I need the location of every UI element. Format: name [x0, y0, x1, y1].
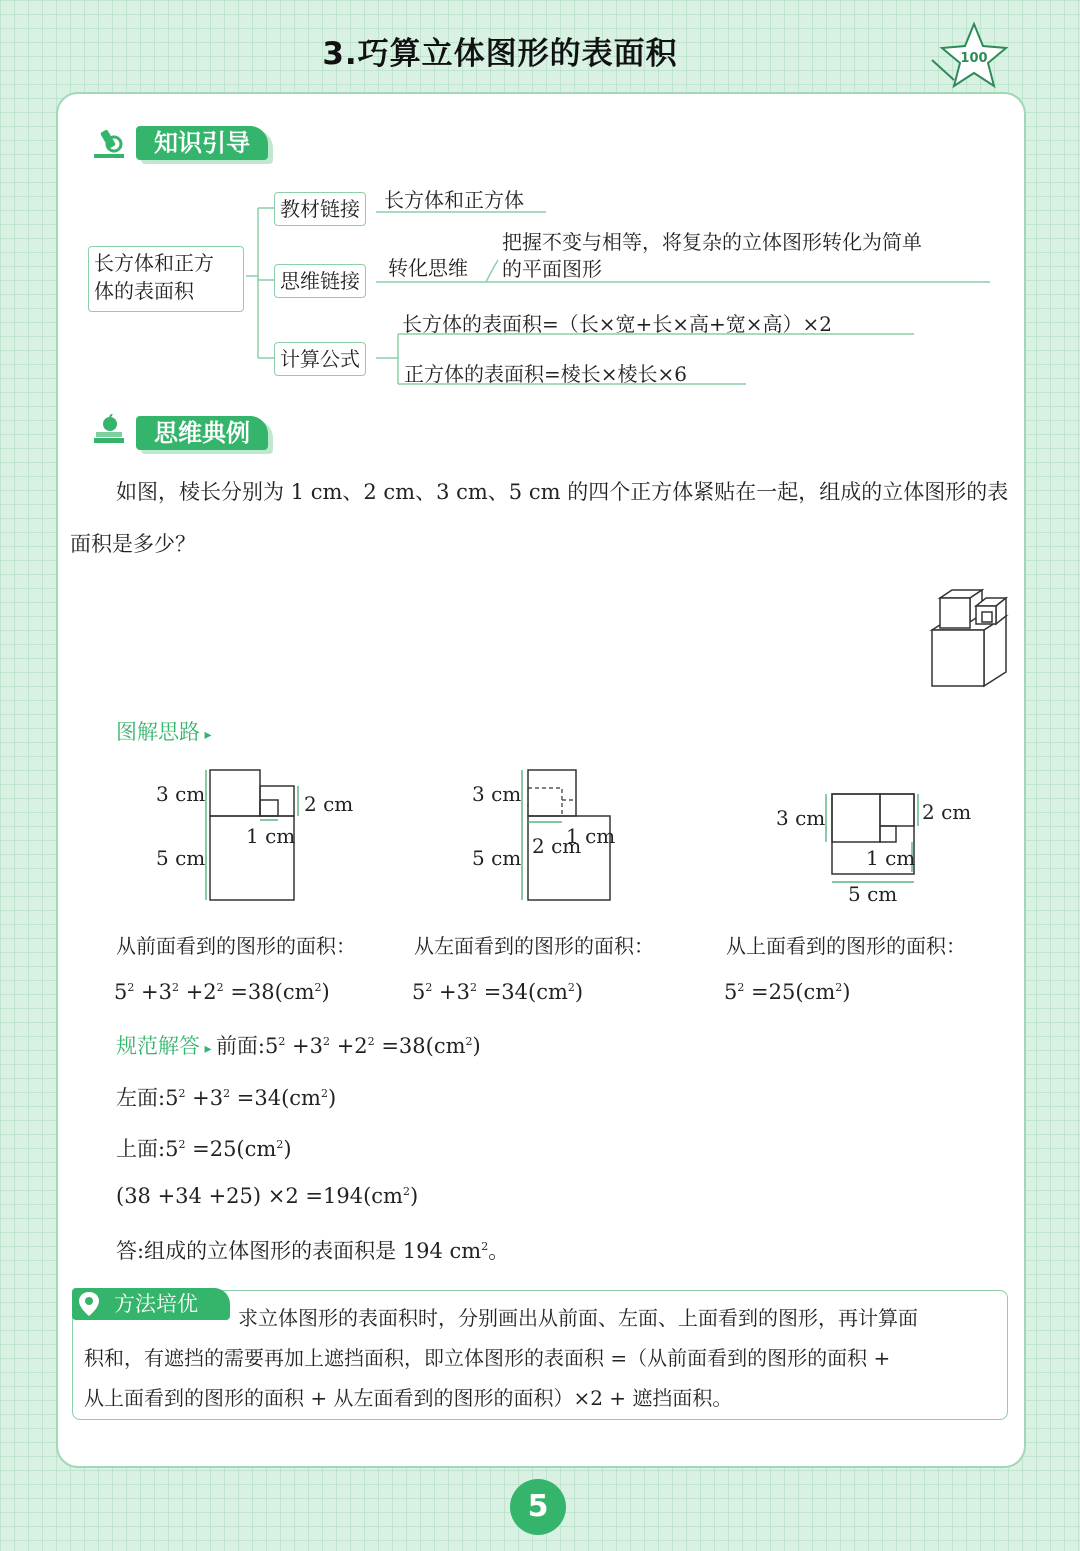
front-caption: 从前面看到的图形的面积：	[116, 934, 356, 958]
stacked-cubes-figure	[926, 578, 1012, 692]
front-label-1cm: 1 cm	[246, 824, 296, 848]
section-heading-example: 思维典例	[136, 416, 268, 450]
mindmap-textbook-content: 长方体和正方体	[384, 188, 524, 212]
diagram-label: 图解思路 ▸	[116, 720, 212, 744]
section-heading-knowledge: 知识引导	[136, 126, 268, 160]
front-label-5cm: 5 cm	[156, 846, 206, 870]
solution-line2: 左面$:5^2 +3^2 =34(cm^2)$	[116, 1086, 337, 1110]
left-caption: 从左面看到的图形的面积：	[414, 934, 654, 958]
books-apple-icon	[92, 414, 128, 450]
mindmap-thinking-line2: 的平面图形	[502, 257, 602, 281]
front-label-2cm: 2 cm	[304, 792, 354, 816]
mindmap-node-textbook: 教材链接	[274, 192, 366, 226]
mindmap-root-line2: 体的表面积	[94, 279, 194, 303]
mindmap-formula-cube: 正方体的表面积=棱长×棱长×6	[404, 362, 687, 386]
front-formula: $5^2 +3^2 +2^2 =38(cm^2)$	[114, 980, 330, 1004]
page-title: 3.巧算立体图形的表面积	[322, 36, 678, 72]
method-line2: 积和，有遮挡的需要再加上遮挡面积，即立体图形的表面积 =（从前面看到的图形的面积 +	[84, 1346, 891, 1370]
mindmap-thinking-line1: 把握不变与相等，将复杂的立体图形转化为简单	[502, 230, 922, 254]
top-formula: $5^2 =25(cm^2)$	[724, 980, 851, 1004]
top-view-figure	[820, 786, 930, 890]
solution-line4: $(38 +34 +25) \times 2 =194(cm^2)$	[116, 1184, 419, 1208]
left-label-3cm: 3 cm	[472, 782, 522, 806]
left-label-2cm: 2 cm	[532, 834, 582, 858]
solution-label: 规范解答	[116, 1034, 200, 1058]
top-label-5cm: 5 cm	[848, 882, 898, 906]
top-label-3cm: 3 cm	[776, 806, 826, 830]
mindmap-root-line1: 长方体和正方	[94, 251, 214, 275]
mindmap-node-formula: 计算公式	[274, 342, 366, 376]
question-line1: 如图，棱长分别为 1 cm、2 cm、3 cm、5 cm 的四个正方体紧贴在一起，组成的立体图形的表	[116, 480, 1009, 504]
method-line1: 求立体图形的表面积时，分别画出从前面、左面、上面看到的图形，再计算面	[238, 1306, 918, 1330]
front-label-3cm: 3 cm	[156, 782, 206, 806]
page-number: 5	[510, 1479, 566, 1535]
badge-text: 100	[960, 51, 988, 66]
diagram-label-text: 图解思路	[116, 720, 200, 744]
mindmap-connectors	[0, 0, 1080, 420]
left-formula: $5^2 +3^2 =34(cm^2)$	[412, 980, 584, 1004]
solution-answer: 答:组成的立体图形的表面积是 194 $cm^2$。	[116, 1239, 510, 1263]
solution-line3: 上面$:5^2 =25(cm^2)$	[116, 1137, 292, 1161]
solution-line1: 规范解答 ▸ 前面$:5^2 +3^2 +2^2 =38(cm^2)$	[116, 1034, 481, 1058]
left-label-5cm: 5 cm	[472, 846, 522, 870]
question-line2: 面积是多少？	[70, 532, 196, 556]
method-line3: 从上面看到的图形的面积 + 从左面看到的图形的面积）×2 + 遮挡面积。	[84, 1386, 733, 1410]
top-label-1cm: 1 cm	[866, 846, 916, 870]
top-label-2cm: 2 cm	[922, 800, 972, 824]
top-caption: 从上面看到的图形的面积：	[726, 934, 966, 958]
mindmap-formula-cuboid: 长方体的表面积=（长×宽+长×高+宽×高）×2	[402, 312, 833, 336]
mindmap-node-thinking: 思维链接	[274, 264, 366, 298]
location-pin-icon	[76, 1290, 102, 1318]
method-heading: 方法培优	[114, 1292, 198, 1316]
left-label-1cm: 1 cm	[566, 824, 616, 848]
mindmap-thinking-method: 转化思维	[388, 256, 468, 280]
